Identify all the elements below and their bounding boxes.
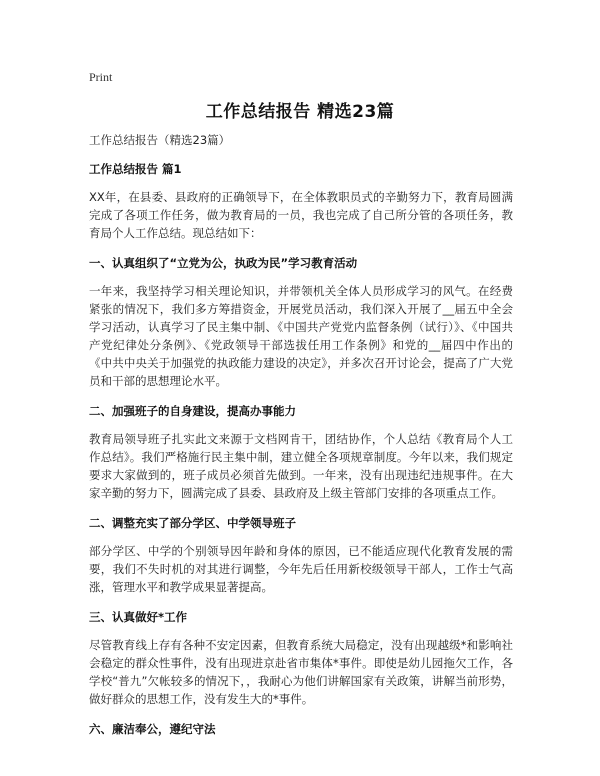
section-body-1: 一年来，我坚持学习相关理论知识，并带领机关全体人员形成学习的风气。在经费紧张的情况下，我们多方筹措资金，开展党员活动，我们深入开展了__届五中全会学习活动，认真学习了民主集中制、《中国共产党党内监督条例（试行）》、《中国共产党纪律处分条例》、《党政领导干部选拔任用工作条例》和党的__届四中作出的《中共中央关于加强党的执政能力建设的决定》，并多次召开讨论会，提高了广大党员和干部的思想理论水平。 (89, 284, 513, 388)
print-label[interactable]: Print (89, 70, 113, 84)
article-heading: 工作总结报告 篇1 (89, 162, 182, 176)
section-heading-2: 二、加强班子的自身建设，提高办事能力 (89, 404, 296, 418)
section-body-3: 部分学区、中学的个别领导因年龄和身体的原因，已不能适应现代化教育发展的需要，我们不失时机的对其进行调整，今年先后任用新校级领导干部人，工作士气高涨，管理水平和教学成果显著提高。 (89, 544, 513, 594)
document-title: 工作总结报告 精选23篇 (205, 102, 395, 122)
section-body-2: 教育局领导班子扎实此文来源于文档网肯干，团结协作，个人总结《教育局个人工作总结》。我们严格施行民主集中制，建立健全各项规章制度。今年以来，我们规定要求大家做到的，班子成员必须首先做到。一年来，没有出现违纪违规事件。在大家辛勤的努力下，圆满完成了县委、县政府及上级主管部门安排的各项重点工作。 (89, 432, 513, 500)
article-intro: XX年，在县委、县政府的正确领导下，在全体教职员式的辛勤努力下，教育局圆满完成了各项工作任务，做为教育局的一员，我也完成了自己所分管的各项任务，教育局个人工作总结。现总结如下： (89, 190, 513, 240)
section-body-4: 尽管教育线上存有各种不安定因素，但教育系统大局稳定，没有出现越级*和影响社会稳定的群众性事件，没有出现进京赴省市集体*事件。即使是幼儿园拖欠工作，各学校“普九”欠帐较多的情况下，，我耐心为他们讲解国家有关政策，讲解当前形势，做好群众的思想工作，没有发生大的*事件。 (89, 638, 513, 706)
document-subtitle: 工作总结报告（精选23篇） (89, 133, 231, 147)
section-heading-1: 一、认真组织了“立党为公，执政为民”学习教育活动 (89, 256, 358, 270)
document-body (89, 131, 513, 748)
section-heading-5: 六、廉洁奉公，遵纪守法 (89, 722, 216, 736)
section-heading-3: 二、调整充实了部分学区、中学领导班子 (89, 516, 296, 530)
section-heading-4: 三、认真做好*工作 (89, 610, 188, 624)
